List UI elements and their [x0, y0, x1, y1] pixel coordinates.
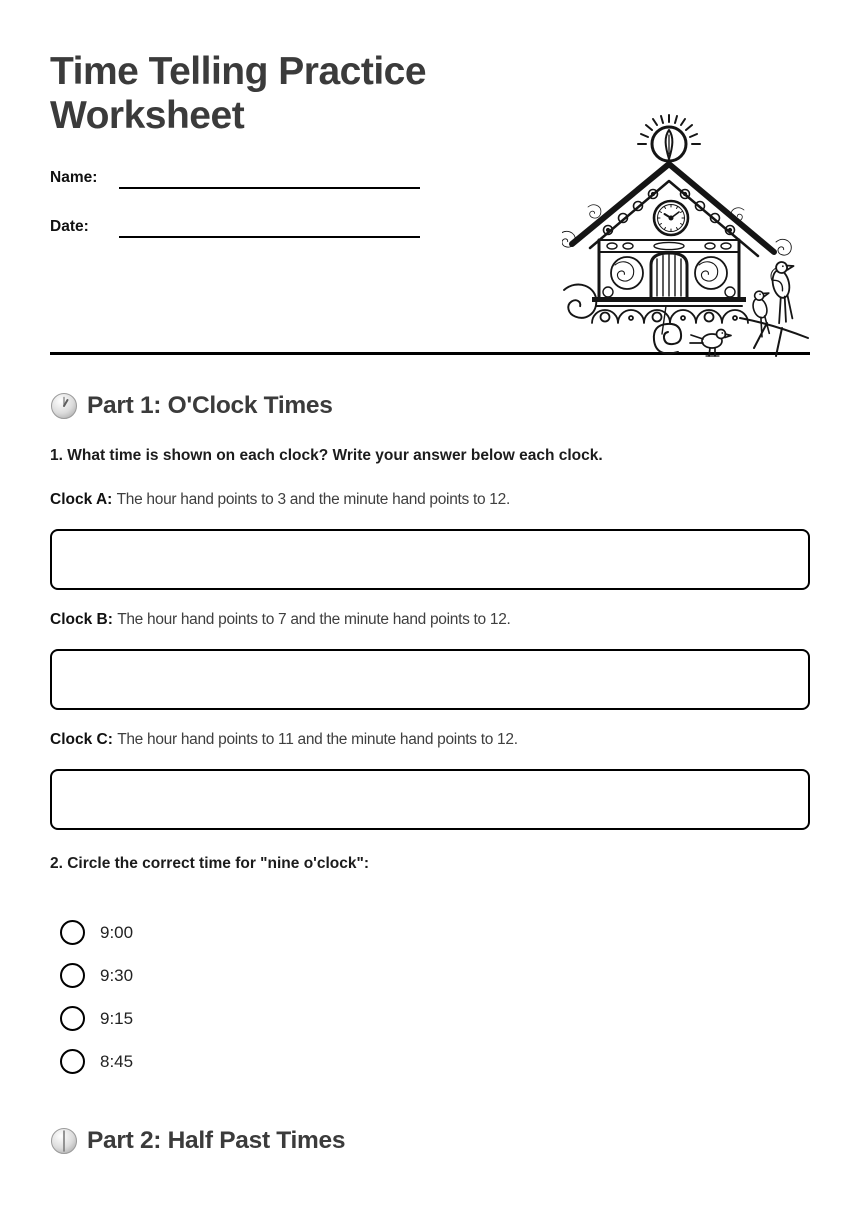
clock-b-prompt — [50, 611, 810, 629]
lintel-band — [599, 240, 739, 252]
radio-circle-8-45[interactable] — [60, 1049, 85, 1074]
clock-c-answer-input[interactable] — [50, 769, 810, 830]
option-9-00[interactable] — [60, 920, 810, 945]
clock-b-answer-input[interactable] — [50, 649, 810, 710]
option-9-30[interactable] — [60, 963, 810, 988]
option-8-45[interactable] — [60, 1049, 810, 1074]
radio-circle-9-00[interactable] — [60, 920, 85, 945]
question-2-text: 2. Circle the correct time for "nine o'clock": — [50, 855, 369, 872]
clock-one-oclock-icon — [50, 392, 78, 420]
part1-heading — [50, 392, 810, 420]
branch — [740, 318, 808, 356]
clock-a-prompt — [50, 491, 810, 509]
clock-half-past-icon — [50, 1127, 78, 1155]
clock-a-label: Clock A: — [50, 491, 113, 508]
option-label-9-30: 9:30 — [100, 965, 134, 985]
date-field-row — [50, 214, 420, 238]
radio-circle-9-30[interactable] — [60, 963, 85, 988]
wave-base — [592, 310, 748, 323]
worksheet-page — [0, 50, 860, 1155]
cuckoo-clock-illustration — [562, 112, 812, 362]
name-label: Name: — [50, 169, 98, 186]
clock-a-answer-input[interactable] — [50, 529, 810, 590]
clock-c-description: The hour hand points to 11 and the minute hand points to 12. — [117, 731, 518, 748]
radio-circle-9-15[interactable] — [60, 1006, 85, 1031]
door — [651, 253, 687, 298]
sill — [592, 297, 746, 302]
date-label: Date: — [50, 218, 89, 235]
clock-face — [654, 201, 688, 235]
name-field-row — [50, 165, 420, 189]
bird-small — [690, 330, 731, 357]
clock-b-label: Clock B: — [50, 611, 113, 628]
clock-c-label: Clock C: — [50, 731, 113, 748]
clock-b-description: The hour hand points to 7 and the minute hand points to 12. — [117, 611, 511, 628]
name-input[interactable] — [119, 165, 420, 189]
option-label-8-45: 8:45 — [100, 1051, 134, 1071]
option-label-9-15: 9:15 — [100, 1008, 134, 1028]
part2-heading — [50, 1127, 810, 1155]
bird-large — [767, 260, 805, 324]
clock-a-description: The hour hand points to 3 and the minute hand points to 12. — [116, 491, 510, 508]
option-9-15[interactable] — [60, 1006, 810, 1031]
part1-heading-text: Part 1: O'Clock Times — [87, 392, 333, 419]
clock-c-prompt — [50, 731, 810, 749]
question-1-text: 1. What time is shown on each clock? Write your answer below each clock. — [50, 447, 603, 464]
part2-heading-text: Part 2: Half Past Times — [87, 1127, 346, 1154]
option-label-9-00: 9:00 — [100, 922, 134, 942]
date-input[interactable] — [119, 214, 420, 238]
question-2-options — [50, 920, 810, 1074]
page-title: Time Telling Practice Worksheet — [50, 50, 427, 137]
cuckoo-clock-svg — [562, 112, 812, 362]
